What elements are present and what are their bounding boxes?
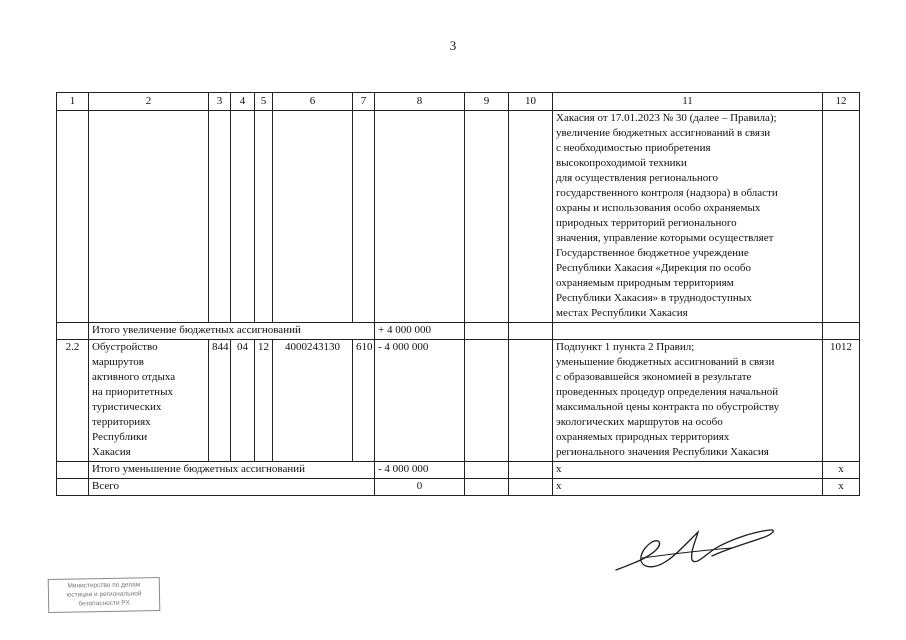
text-line: Хакасия [92, 446, 131, 458]
x-mark: x [553, 462, 823, 479]
amount-cell: - 4 000 000 [375, 340, 465, 462]
x-mark: x [823, 462, 860, 479]
stamp-line: юстиции и региональной [66, 590, 142, 599]
text-line: туристических [92, 401, 162, 413]
budget-table [56, 92, 860, 496]
justification-cell [553, 111, 823, 323]
text-line: местах Республики Хакасия [556, 307, 688, 319]
grand-total-amount: 0 [375, 479, 465, 496]
text-line: государственного контроля (надзора) в области [556, 187, 778, 199]
total-decrease-row [57, 462, 860, 479]
text-line: охраняемым природным территориям [556, 277, 734, 289]
x-mark: x [823, 479, 860, 496]
x-mark: x [553, 479, 823, 496]
text-line: охраняемых природных территориях [556, 431, 730, 443]
text-line: уменьшение бюджетных ассигнований в связи [556, 356, 775, 368]
code-cell: 1012 [823, 340, 860, 462]
text-line: территориях [92, 416, 151, 428]
text-line: природных территорий регионального [556, 217, 737, 229]
header-cell: 5 [255, 93, 273, 111]
header-cell: 6 [273, 93, 353, 111]
header-cell: 1 [57, 93, 89, 111]
header-cell: 7 [353, 93, 375, 111]
header-cell: 9 [465, 93, 509, 111]
total-increase-amount: + 4 000 000 [375, 323, 465, 340]
header-cell: 4 [231, 93, 255, 111]
text-line: регионального значения Республики Хакасия [556, 446, 769, 458]
text-line: на приоритетных [92, 386, 173, 398]
code-cell: 04 [231, 340, 255, 462]
text-line: проведенных процедур определения начальной [556, 386, 779, 398]
text-line: для осуществления регионального [556, 172, 719, 184]
table-row-continuation [57, 111, 860, 323]
stamp-line: Министерство по делам [67, 581, 141, 590]
grand-total-label: Всего [89, 479, 375, 496]
text-line: Подпункт 1 пункта 2 Правил; [556, 341, 695, 353]
header-cell: 3 [209, 93, 231, 111]
header-cell: 12 [823, 93, 860, 111]
row-number: 2.2 [57, 340, 89, 462]
registration-stamp [48, 577, 161, 613]
grand-total-row [57, 479, 860, 496]
signature [612, 518, 782, 578]
text-line: Хакасия от 17.01.2023 № 30 (далее – Правила); [556, 112, 777, 124]
header-cell: 10 [509, 93, 553, 111]
text-line: значения, управление которыми осуществляет [556, 232, 774, 244]
text-line: экологических маршрутов на особо [556, 416, 723, 428]
text-line: активного отдыха [92, 371, 176, 383]
text-line: с необходимостью приобретения [556, 142, 711, 154]
table-row-2-2 [57, 340, 860, 462]
header-cell: 8 [375, 93, 465, 111]
text-line: Республики [92, 431, 148, 443]
text-line: Республики Хакасия» в труднодоступных [556, 292, 752, 304]
text-line: с образовавшейся экономией в результате [556, 371, 752, 383]
page-number: 3 [449, 38, 457, 53]
text-line: высокопроходимой техники [556, 157, 687, 169]
code-cell: 12 [255, 340, 273, 462]
text-line: охраны и использования особо охраняемых [556, 202, 761, 214]
justification-cell [553, 340, 823, 462]
total-increase-label: Итого увеличение бюджетных ассигнований [89, 323, 375, 340]
total-increase-row [57, 323, 860, 340]
text-line: увеличение бюджетных ассигнований в связи [556, 127, 771, 139]
header-cell: 2 [89, 93, 209, 111]
item-name-cell [89, 340, 209, 462]
stamp-line: безопасности РХ [78, 599, 130, 608]
code-cell: 610 [353, 340, 375, 462]
header-cell: 11 [553, 93, 823, 111]
table-header-row [57, 93, 860, 111]
text-line: маршрутов [92, 356, 144, 368]
text-line: Государственное бюджетное учреждение [556, 247, 749, 259]
code-cell: 4000243130 [273, 340, 353, 462]
text-line: Республики Хакасия «Дирекция по особо [556, 262, 751, 274]
total-decrease-label: Итого уменьшение бюджетных ассигнований [89, 462, 375, 479]
text-line: Обустройство [92, 341, 158, 353]
total-decrease-amount: - 4 000 000 [375, 462, 465, 479]
text-line: максимальной цены контракта по обустройству [556, 401, 780, 413]
code-cell: 844 [209, 340, 231, 462]
